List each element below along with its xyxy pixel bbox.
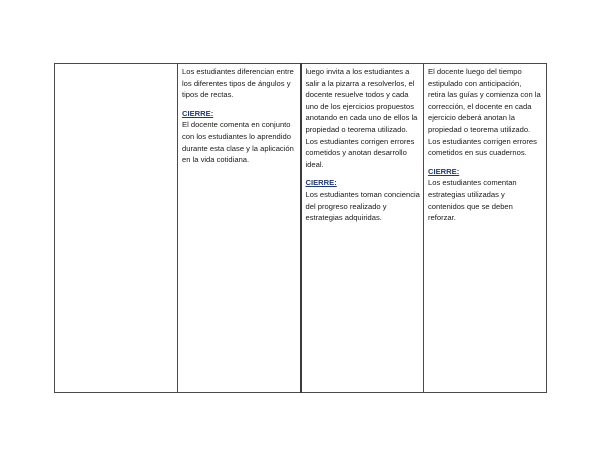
closing-paragraph: El docente comenta en conjunto con los estudiantes lo aprendido durante esta clase y la aplicación en la vida cotidiana.: [182, 120, 294, 165]
lesson-plan-table: [54, 63, 547, 393]
activity-paragraph: Los estudiantes diferencian entre los diferentes tipos de ángulos y tipos de rectas.: [182, 67, 294, 100]
table-row: [55, 64, 547, 393]
table-cell-activities-2: [301, 64, 424, 393]
activity-paragraph: luego invita a los estudiantes a salir a la pizarra a resolverlos, el docente resuelve todos y cada uno de los ejercicios propuestos anotando en cada uno de ellos la propiedad o teorema utilizado. Los estudiantes corrigen errores cometidos y anotan desarrollo ideal.: [305, 67, 418, 169]
activity-paragraph: El docente luego del tiempo estipulado con anticipación, retira las guías y comienza con la corrección, el docente en cada ejercicio deberá anotan la propiedad o teorema utilizado. Los estudiantes corrigen errores cometidos en sus cuadernos.: [428, 67, 541, 158]
table-cell-empty: [55, 64, 178, 393]
closing-heading: CIERRE:: [428, 166, 460, 176]
closing-heading: CIERRE:: [182, 108, 214, 118]
closing-paragraph: Los estudiantes comentan estrategias utilizadas y contenidos que se deben reforzar.: [428, 178, 517, 223]
closing-heading: CIERRE:: [305, 178, 337, 188]
table-cell-activities-1: [178, 64, 301, 393]
table-cell-activities-3: [424, 64, 547, 393]
closing-paragraph: Los estudiantes toman conciencia del progreso realizado y estrategias adquiridas.: [305, 189, 420, 223]
